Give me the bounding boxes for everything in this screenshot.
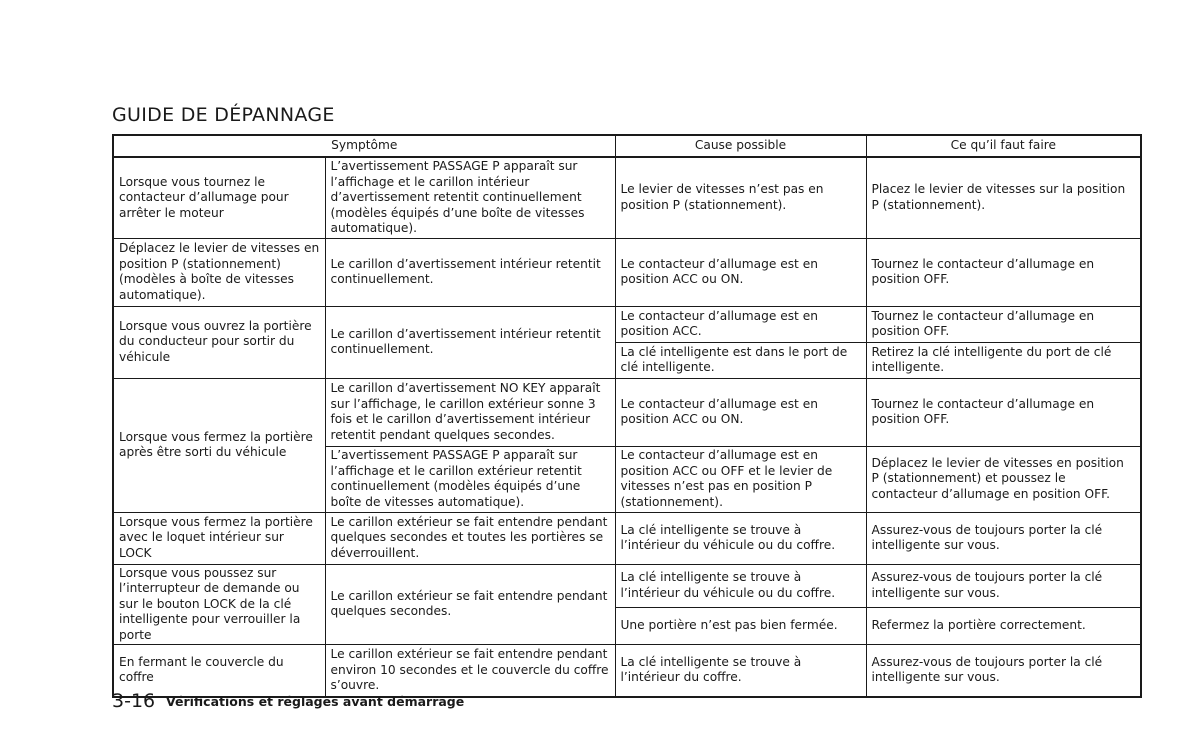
situation-cell: Lorsque vous tournez le contacteur d’allumage pour arrêter le moteur [113, 157, 325, 238]
cause-cell: La clé intelligente se trouve à l’intérieur du véhicule ou du coffre. [615, 512, 866, 564]
action-cell: Déplacez le levier de vitesses en position P (stationnement) et poussez le contacteur d’allumage en position OFF. [866, 446, 1141, 512]
cause-cell: Le contacteur d’allumage est en position ACC ou ON. [615, 238, 866, 306]
situation-cell: Lorsque vous fermez la portière après être sorti du véhicule [113, 378, 325, 512]
symptom-cell: L’avertissement PASSAGE P apparaît sur l’affichage et le carillon intérieur d’avertissement retentit continuellement (modèles équipés d’une boîte de vitesses automatique). [325, 157, 615, 238]
situation-cell: Déplacez le levier de vitesses en position P (stationnement) (modèles à boîte de vitesses automatique). [113, 238, 325, 306]
action-cell: Assurez-vous de toujours porter la clé intelligente sur vous. [866, 512, 1141, 564]
symptom-cell: Le carillon extérieur se fait entendre pendant quelques secondes. [325, 564, 615, 645]
table-row [113, 512, 1141, 564]
table-header-row [113, 135, 1141, 157]
action-cell: Placez le levier de vitesses sur la position P (stationnement). [866, 157, 1141, 238]
action-cell: Assurez-vous de toujours porter la clé intelligente sur vous. [866, 564, 1141, 608]
symptom-cell: Le carillon d’avertissement NO KEY apparaît sur l’affichage, le carillon extérieur sonne 3 fois et le carillon d’avertissement intérieur retentit pendant quelques secondes. [325, 378, 615, 446]
header-symptom: Symptôme [113, 135, 615, 157]
symptom-cell: Le carillon extérieur se fait entendre pendant quelques secondes et toutes les portières se déverrouillent. [325, 512, 615, 564]
symptom-cell: L’avertissement PASSAGE P apparaît sur l’affichage et le carillon extérieur retentit continuellement (modèles équipés d’une boîte de vitesses automatique). [325, 446, 615, 512]
page-title: GUIDE DE DÉPANNAGE [112, 104, 335, 126]
action-cell: Refermez la portière correctement. [866, 608, 1141, 645]
troubleshooting-table [112, 134, 1142, 698]
situation-cell: En fermant le couvercle du coffre [113, 645, 325, 697]
situation-cell: Lorsque vous poussez sur l’interrupteur de demande ou sur le bouton LOCK de la clé intelligente pour verrouiller la porte [113, 564, 325, 645]
action-cell: Assurez-vous de toujours porter la clé intelligente sur vous. [866, 645, 1141, 697]
section-title: Vérifications et réglages avant démarrage [166, 694, 465, 709]
cause-cell: Le levier de vitesses n’est pas en position P (stationnement). [615, 157, 866, 238]
symptom-cell: Le carillon d’avertissement intérieur retentit continuellement. [325, 238, 615, 306]
table-row [113, 238, 1141, 306]
page-number: 3-16 [112, 690, 156, 712]
table-row [113, 378, 1141, 446]
cause-cell: Une portière n’est pas bien fermée. [615, 608, 866, 645]
cause-cell: Le contacteur d’allumage est en position ACC ou ON. [615, 378, 866, 446]
symptom-cell: Le carillon d’avertissement intérieur retentit continuellement. [325, 306, 615, 378]
header-cause: Cause possible [615, 135, 866, 157]
action-cell: Tournez le contacteur d’allumage en position OFF. [866, 378, 1141, 446]
situation-cell: Lorsque vous ouvrez la portière du conducteur pour sortir du véhicule [113, 306, 325, 378]
action-cell: Tournez le contacteur d’allumage en position OFF. [866, 306, 1141, 342]
table-row [113, 157, 1141, 238]
action-cell: Retirez la clé intelligente du port de clé intelligente. [866, 342, 1141, 378]
action-cell: Tournez le contacteur d’allumage en position OFF. [866, 238, 1141, 306]
situation-cell: Lorsque vous fermez la portière avec le loquet intérieur sur LOCK [113, 512, 325, 564]
table-row [113, 564, 1141, 608]
cause-cell: Le contacteur d’allumage est en position ACC. [615, 306, 866, 342]
table-row [113, 306, 1141, 342]
cause-cell: La clé intelligente se trouve à l’intérieur du coffre. [615, 645, 866, 697]
header-action: Ce qu’il faut faire [866, 135, 1141, 157]
symptom-cell: Le carillon extérieur se fait entendre pendant environ 10 secondes et le couvercle du coffre s’ouvre. [325, 645, 615, 697]
cause-cell: La clé intelligente est dans le port de clé intelligente. [615, 342, 866, 378]
table-row [113, 645, 1141, 697]
cause-cell: La clé intelligente se trouve à l’intérieur du véhicule ou du coffre. [615, 564, 866, 608]
cause-cell: Le contacteur d’allumage est en position ACC ou OFF et le levier de vitesses n’est pas en position P (stationnement). [615, 446, 866, 512]
